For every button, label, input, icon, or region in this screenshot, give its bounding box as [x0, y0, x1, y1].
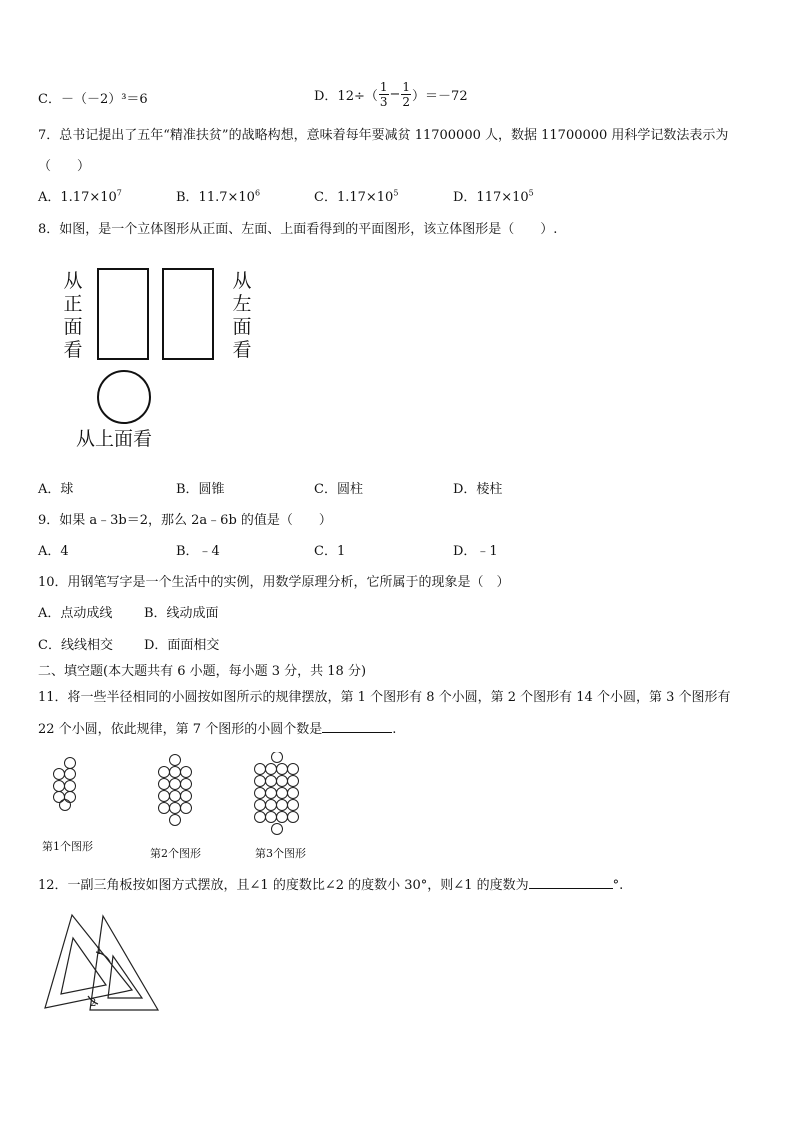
q7-option-a: A．$1.17\times 10^7$ [38, 188, 122, 205]
angle-2-label: 2 [90, 998, 97, 1009]
q8-option-d: D．棱柱 [453, 482, 503, 497]
figure-3-circles [255, 752, 299, 835]
triangle-rulers-figure [40, 910, 170, 1015]
q8-option-a: A．球 [38, 482, 74, 497]
q11-text-line2: 22 个小圆，依此规律，第 7 个图形的小圆个数是 . [38, 722, 397, 737]
right-triangle-outer [90, 916, 158, 1010]
q9-text: 9．如果 a﹣3b＝2，那么 2a﹣6b 的值是（ ） [38, 513, 332, 528]
q9-option-c: C．1 [314, 544, 346, 559]
q9-option-b: B．﹣4 [176, 544, 220, 559]
top-view-circle [97, 370, 151, 424]
q10-text: 10．用钢笔写字是一个生活中的实例，用数学原理分析，它所属于的现象是（ ） [38, 575, 510, 590]
q11-answer-blank[interactable] [322, 732, 392, 733]
q10-option-d: D．面面相交 [144, 638, 220, 653]
minus-sign: − [389, 87, 401, 102]
fraction-one-half: $\frac{1}{2}$ [402, 80, 411, 109]
figure-2-circles [159, 755, 192, 826]
q6-option-d [314, 80, 468, 109]
q10-option-c: C．线线相交 [38, 638, 113, 653]
q7-option-d: D．$117\times 10^5$ [453, 188, 534, 205]
front-view-label: 从 正 面 看 [63, 270, 83, 361]
figure-1-circles [54, 758, 76, 811]
q10-option-a: A．点动成线 [38, 606, 113, 621]
q6-option-c: C．－（－2）³＝6 [38, 92, 148, 107]
left-triangle-outer [45, 915, 132, 1008]
q6-option-d-prefix: D．12÷（ [314, 89, 378, 104]
figure-1-caption: 第1个图形 [42, 840, 93, 853]
q9-option-d: D．﹣1 [453, 544, 498, 559]
circle-pattern-figures [40, 752, 340, 852]
left-view-label: 从 左 面 看 [232, 270, 252, 361]
q7-text-line1: 7．总书记提出了五年“精准扶贫”的战略构想，意味着每年要减贫 11700000 人，数据 11700000 用科学记数法表示为 [38, 128, 729, 143]
angle-1-label: 1 [96, 946, 103, 957]
q12-text: 12．一副三角板按如图方式摆放，且∠1 的度数比∠2 的度数小 30°，则∠1 的度数为 °. [38, 878, 624, 893]
q8-text: 8．如图，是一个立体图形从正面、左面、上面看得到的平面图形，该立体图形是（ ）. [38, 222, 558, 237]
section-title-fill-in: 二、填空题(本大题共有 6 小题，每小题 3 分，共 18 分) [38, 664, 367, 679]
front-view-rectangle [97, 268, 149, 360]
q7-text-line2: （ ） [38, 159, 91, 174]
figure-3-caption: 第3个图形 [255, 847, 306, 860]
fraction-one-third: $\frac{1}{3}$ [379, 80, 388, 109]
q8-option-b: B．圆锥 [176, 482, 225, 497]
q7-option-c: C．$1.17\times 10^5$ [314, 188, 399, 205]
q12-answer-blank[interactable] [529, 888, 613, 889]
q11-text-line1: 11．将一些半径相同的小圆按如图所示的规律摆放，第 1 个图形有 8 个小圆，第 2 个图形有 14 个小圆，第 3 个图形有 [38, 690, 731, 705]
q10-option-b: B．线动成面 [144, 606, 219, 621]
q9-option-a: A．4 [38, 544, 69, 559]
q7-option-b: B．$11.7\times 10^6$ [176, 188, 261, 205]
q8-option-c: C．圆柱 [314, 482, 363, 497]
figure-2-caption: 第2个图形 [150, 847, 201, 860]
top-view-label: 从上面看 [76, 428, 153, 450]
q6-option-d-suffix: ）＝－72 [412, 89, 468, 104]
left-view-rectangle [162, 268, 214, 360]
